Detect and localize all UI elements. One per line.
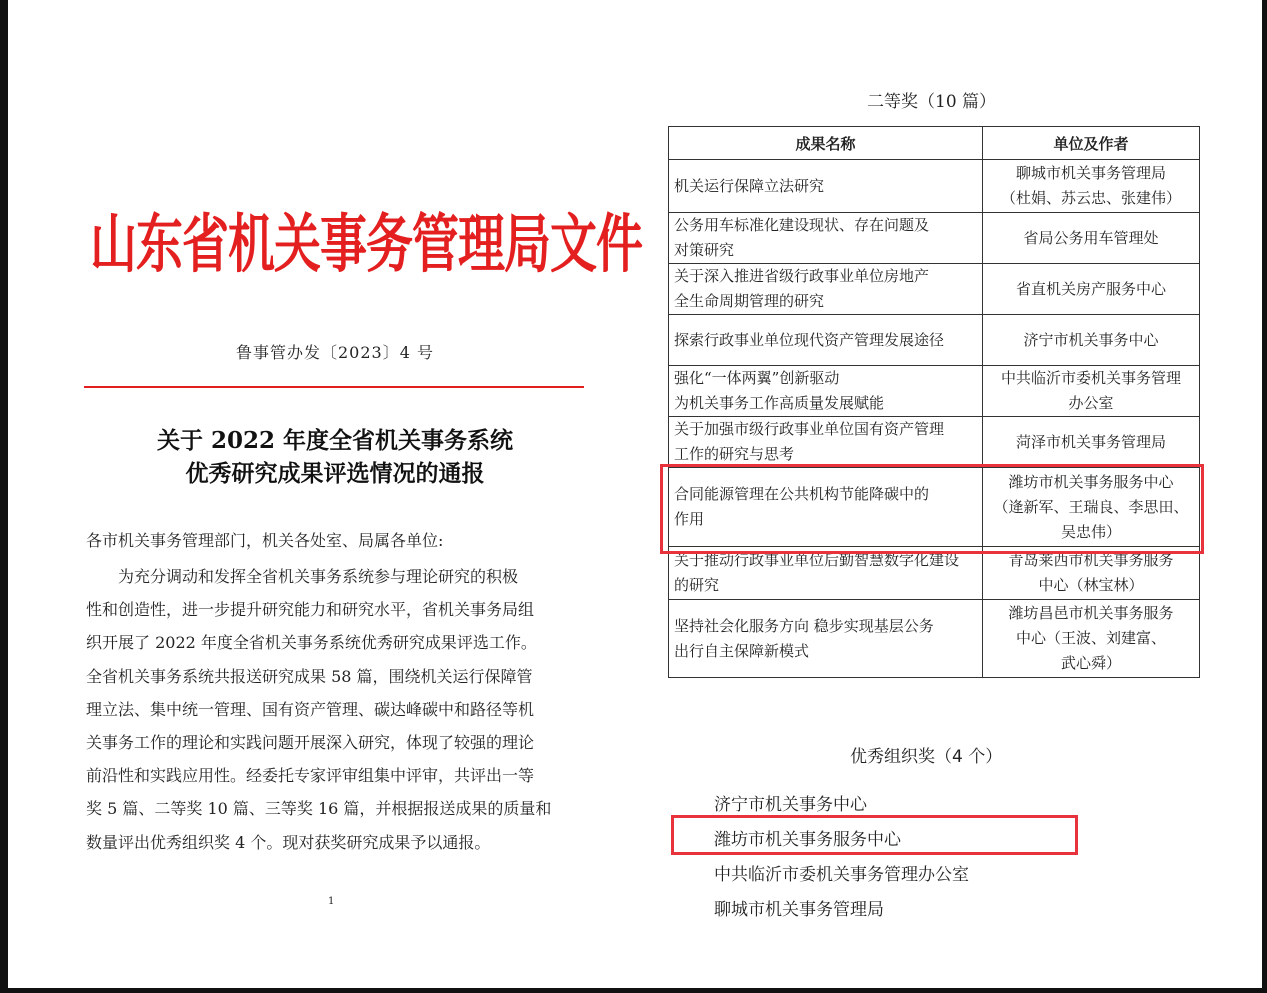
table-row bbox=[669, 366, 1200, 417]
letterhead: 山东省机关事务管理局文件 bbox=[90, 207, 642, 283]
body-line: 奖 5 篇、二等奖 10 篇、三等奖 16 篇，并根据报送成果的质量和 bbox=[86, 799, 552, 819]
unit-author-cell bbox=[983, 600, 1200, 678]
achievement-name-line: 合同能源管理在公共机构节能降碳中的 bbox=[674, 485, 930, 503]
scan-edge-right bbox=[1262, 0, 1267, 993]
achievement-name-cell bbox=[669, 417, 983, 468]
unit-author-cell bbox=[983, 366, 1200, 417]
body-line: 全省机关事务系统共报送研究成果 58 篇，围绕机关运行保障管 bbox=[86, 666, 533, 686]
achievement-name-line: 关于加强市级行政事业单位国有资产管理 bbox=[674, 420, 945, 438]
achievement-name-cell bbox=[669, 213, 983, 264]
unit-author-line: 中心（王波、刘建富、 bbox=[1015, 629, 1166, 647]
page-number: 1 bbox=[328, 896, 335, 907]
unit-author-line: 省直机关房产服务中心 bbox=[1015, 279, 1166, 298]
header-name: 成果名称 bbox=[669, 127, 983, 160]
unit-author-line: （杜娟、苏云忠、张建伟） bbox=[1000, 189, 1181, 207]
second-prize-table bbox=[668, 126, 1200, 678]
table-row bbox=[669, 160, 1200, 213]
org-award-item: 济宁市机关事务中心 bbox=[714, 795, 867, 815]
unit-author-cell bbox=[983, 315, 1200, 366]
title-line-1: 关于 2022 年度全省机关事务系统 bbox=[156, 427, 514, 454]
body-line: 关事务工作的理论和实践问题开展深入研究，体现了较强的理论 bbox=[86, 733, 535, 753]
document-title bbox=[90, 424, 580, 490]
achievement-name-line: 作用 bbox=[674, 510, 705, 528]
document-number: 鲁事管办发〔2023〕4 号 bbox=[236, 343, 434, 362]
body-line: 为充分调动和发挥全省机关事务系统参与理论研究的积极 bbox=[86, 567, 519, 586]
org-award-item: 潍坊市机关事务服务中心 bbox=[714, 830, 901, 850]
highlight-box-table-row bbox=[660, 464, 1204, 554]
unit-author-line: 潍坊市机关事务服务中心 bbox=[1008, 472, 1174, 491]
achievement-name-line: 为机关事务工作高质量发展赋能 bbox=[674, 394, 885, 412]
unit-author-cell bbox=[983, 213, 1200, 264]
achievement-name-cell bbox=[669, 264, 983, 315]
table-row bbox=[669, 315, 1200, 366]
unit-author-line: 潍坊昌邑市机关事务服务 bbox=[1008, 604, 1174, 622]
body-line: 数量评出优秀组织奖 4 个。现对获奖研究成果予以通报。 bbox=[86, 832, 491, 852]
achievement-name-line: 坚持社会化服务方向 稳步实现基层公务 bbox=[674, 616, 934, 635]
unit-author-line: 中共临沂市委机关事务管理 bbox=[1000, 369, 1181, 387]
salutation: 各市机关事务管理部门，机关各处室、局属各单位: bbox=[86, 531, 444, 550]
achievement-name-line: 出行自主保障新模式 bbox=[674, 641, 810, 660]
unit-author-line: 省局公务用车管理处 bbox=[1023, 228, 1159, 247]
table-row bbox=[669, 600, 1200, 678]
table-row bbox=[669, 417, 1200, 468]
highlight-box-org bbox=[671, 815, 1078, 855]
achievement-name-cell bbox=[669, 366, 983, 417]
achievement-name-line: 公务用车标准化建设现状、存在问题及 bbox=[674, 216, 930, 234]
scan-edge-left bbox=[0, 0, 8, 993]
achievement-name-line: 探索行政事业单位现代资产管理发展途径 bbox=[674, 330, 945, 349]
body-line: 性和创造性，进一步提升研究能力和研究水平，省机关事务局组 bbox=[86, 600, 535, 620]
unit-author-cell bbox=[983, 547, 1200, 600]
unit-author-line: 中心（林宝林） bbox=[1038, 576, 1144, 594]
achievement-name-line: 强化“一体两翼”创新驱动 bbox=[674, 369, 840, 387]
unit-author-line: 吴忠伟） bbox=[1060, 522, 1121, 541]
unit-author-line: 办公室 bbox=[1068, 394, 1114, 412]
table-header-row bbox=[669, 127, 1200, 160]
achievement-name-line: 关于深入推进省级行政事业单位房地产 bbox=[674, 267, 930, 285]
unit-author-line: （逄新军、王瑞良、李思田、 bbox=[993, 497, 1189, 516]
table-row bbox=[669, 264, 1200, 315]
achievement-name-line: 对策研究 bbox=[674, 241, 735, 259]
unit-author-cell bbox=[983, 417, 1200, 468]
body-line: 前沿性和实践应用性。经委托专家评审组集中评审，共评出一等 bbox=[86, 766, 535, 786]
achievement-name-line: 工作的研究与思考 bbox=[674, 445, 795, 463]
red-divider bbox=[84, 386, 584, 388]
achievement-name-cell bbox=[669, 600, 983, 678]
header-author: 单位及作者 bbox=[983, 127, 1200, 160]
achievement-name-cell bbox=[669, 547, 983, 600]
org-award-heading: 优秀组织奖（4 个） bbox=[850, 747, 1003, 767]
unit-author-cell bbox=[983, 160, 1200, 213]
title-line-2: 优秀研究成果评选情况的通报 bbox=[185, 460, 485, 487]
unit-author-line: 济宁市机关事务中心 bbox=[1023, 330, 1159, 349]
body-text bbox=[86, 560, 586, 859]
scan-edge-bottom bbox=[0, 988, 1267, 993]
unit-author-line: 武心舜） bbox=[1060, 654, 1121, 672]
body-line: 织开展了 2022 年度全省机关事务系统优秀研究成果评选工作。 bbox=[86, 633, 537, 653]
achievement-name-cell bbox=[669, 160, 983, 213]
achievement-name-line: 关于推动行政事业单位后勤智慧数字化建设 bbox=[674, 551, 960, 569]
unit-author-line: 青岛莱西市机关事务服务 bbox=[1008, 551, 1174, 569]
table-row bbox=[669, 547, 1200, 600]
org-award-item: 聊城市机关事务管理局 bbox=[714, 900, 884, 920]
body-line: 理立法、集中统一管理、国有资产管理、碳达峰碳中和路径等机 bbox=[86, 699, 535, 719]
achievement-name-line: 的研究 bbox=[674, 576, 720, 594]
unit-author-cell bbox=[983, 264, 1200, 315]
table-row bbox=[669, 213, 1200, 264]
unit-author-line: 菏泽市机关事务管理局 bbox=[1015, 432, 1166, 451]
second-prize-heading: 二等奖（10 篇） bbox=[867, 92, 997, 112]
achievement-name-line: 机关运行保障立法研究 bbox=[674, 176, 825, 195]
unit-author-line: 聊城市机关事务管理局 bbox=[1015, 164, 1166, 182]
org-award-list bbox=[714, 788, 969, 928]
achievement-name-line: 全生命周期管理的研究 bbox=[674, 292, 825, 310]
org-award-item: 中共临沂市委机关事务管理办公室 bbox=[714, 865, 969, 885]
achievement-name-cell bbox=[669, 315, 983, 366]
